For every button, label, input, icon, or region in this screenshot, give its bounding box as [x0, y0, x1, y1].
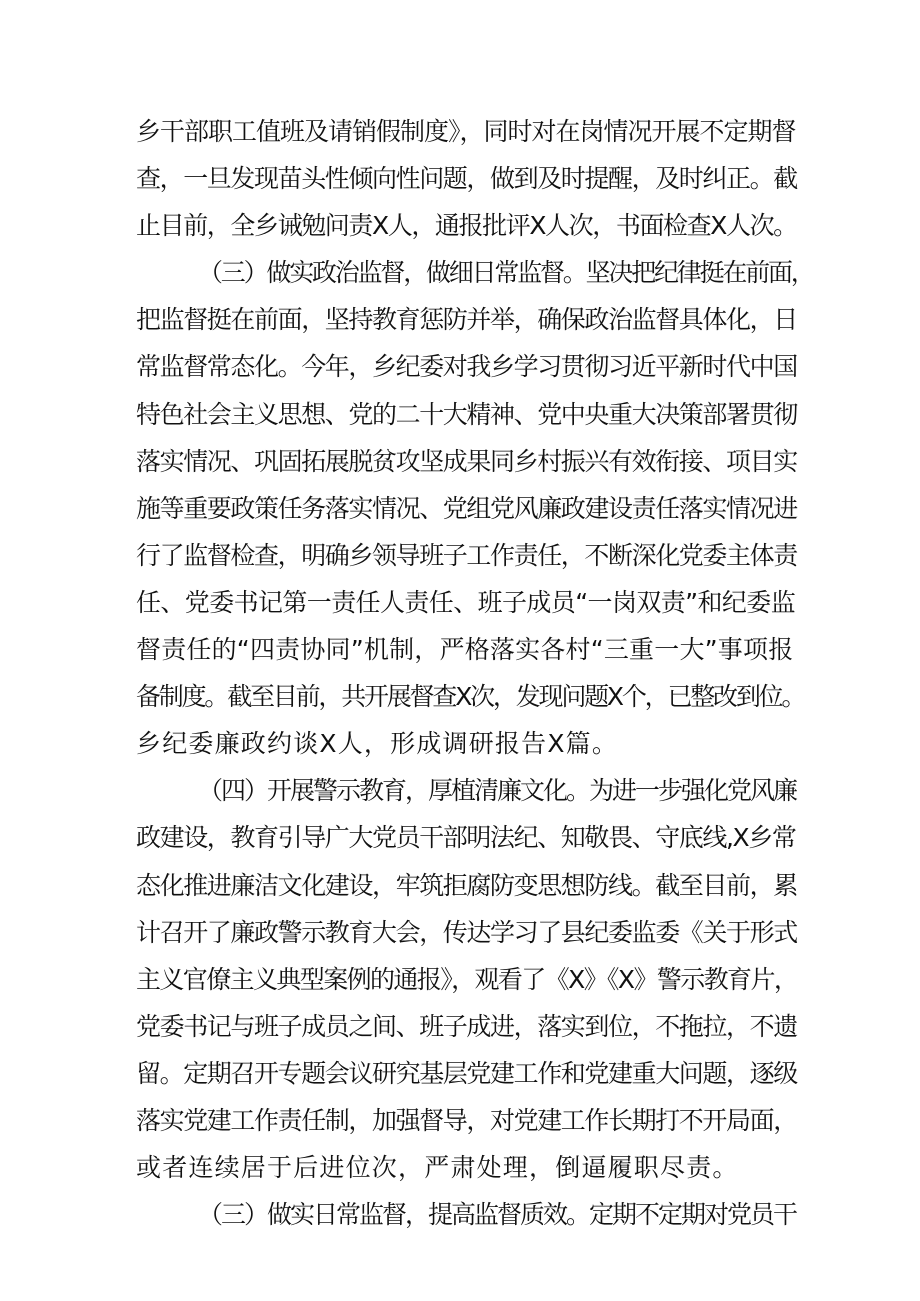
paragraph-first-line: （三）做实日常监督，提高监督质效。定期不定期对党员干	[198, 1200, 797, 1230]
text-line: 留。定期召开专题会议研究基层党建工作和党建重大问题，逐级	[136, 1058, 797, 1088]
text-line: 计召开了廉政警示教育大会，传达学习了县纪委监委《关于形式	[136, 917, 797, 947]
text-line: 督责任的“四责协同”机制，严格落实各村“三重一大”事项报	[136, 635, 794, 665]
paragraph-first-line: （三）做实政治监督，做细日常监督。坚决把纪律挺在前面，	[198, 258, 814, 288]
text-line: 政建设，教育引导广大党员干部明法纪、知敬畏、守底线,X乡常	[136, 823, 796, 853]
text-line: 主义官僚主义典型案例的通报》，观看了《X》《X》警示教育片，	[136, 964, 798, 994]
text-line: 备制度。截至目前，共开展督查X次，发现问题X个，已整改到位。	[136, 682, 805, 712]
text-line: 乡纪委廉政约谈X人，形成调研报告X篇。	[136, 729, 619, 759]
text-line: 把监督挺在前面，坚持教育惩防并举，确保政治监督具体化，日	[136, 305, 797, 335]
text-line: 落实党建工作责任制，加强督导，对党建工作长期打不开局面，	[136, 1105, 797, 1135]
text-line: 特色社会主义思想、党的二十大精神、党中央重大决策部署贯彻	[136, 399, 797, 429]
text-line: 常监督常态化。今年，乡纪委对我乡学习贯彻习近平新时代中国	[136, 352, 797, 382]
text-line: 任、党委书记第一责任人责任、班子成员“一岗双责”和纪委监	[136, 587, 796, 617]
text-line: 查，一旦发现苗头性倾向性问题，做到及时提醒，及时纠正。截	[136, 164, 797, 194]
text-line: 止目前，全乡诫勉问责X人，通报批评X人次，书面检查X人次。	[136, 211, 797, 241]
text-line: 施等重要政策任务落实情况、党组党风廉政建设责任落实情况进	[136, 493, 797, 523]
text-line: 或者连续居于后进位次，严肃处理，倒逼履职尽责。	[136, 1153, 739, 1183]
text-line: 行了监督检查，明确乡领导班子工作责任，不断深化党委主体责	[136, 540, 797, 570]
text-line: 乡干部职工值班及请销假制度》，同时对在岗情况开展不定期督	[136, 117, 796, 146]
document-body	[136, 108, 814, 1238]
text-line: 落实情况、巩固拓展脱贫攻坚成果同乡村振兴有效衔接、项目实	[136, 446, 797, 476]
paragraph-first-line: （四）开展警示教育，厚植清廉文化。为进一步强化党风廉	[198, 776, 797, 806]
text-line: 党委书记与班子成员之间、班子成进，落实到位，不拖拉，不遗	[136, 1011, 797, 1041]
text-line: 态化推进廉洁文化建设，牢筑拒腐防变思想防线。截至目前，累	[136, 870, 797, 900]
